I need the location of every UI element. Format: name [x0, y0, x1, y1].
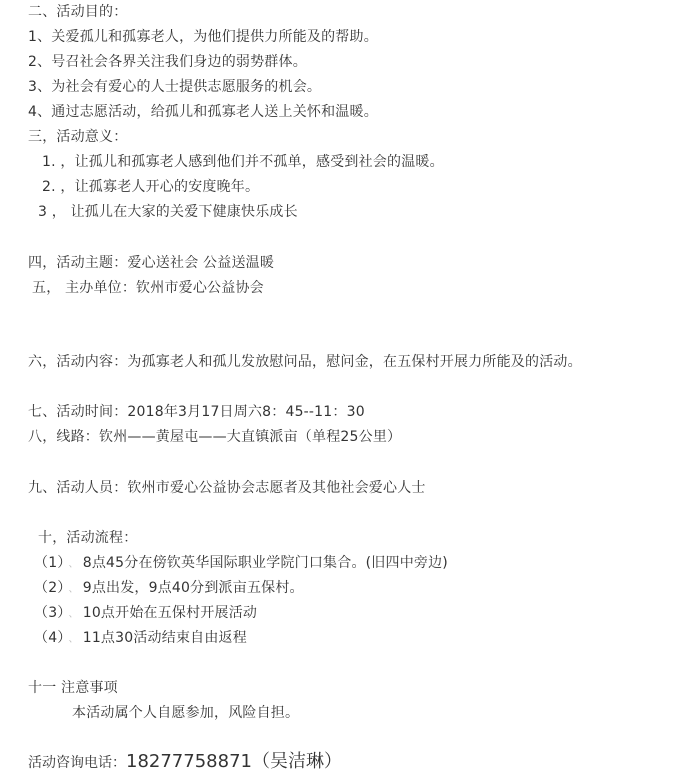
notes-heading: 十一 注意事项	[28, 680, 118, 696]
process-item-number: （4）	[34, 630, 65, 646]
contact-name: （吴洁琳）	[251, 751, 342, 772]
process-item-text: 10点开始在五保村开展活动	[82, 605, 258, 621]
process-item-separator: 、	[68, 634, 79, 645]
significance-item: 3 ， 让孤儿在大家的关爱下健康快乐成长	[38, 204, 298, 220]
process-item-number: （2）	[34, 580, 65, 596]
process-item	[34, 603, 257, 623]
people-line: 九、活动人员：钦州市爱心公益协会志愿者及其他社会爱心人士	[28, 480, 426, 496]
notes-text: 本活动属个人自愿参加，风险自担。	[72, 705, 300, 721]
theme-line: 四，活动主题：爱心送社会 公益送温暖	[28, 255, 275, 271]
significance-item: 1. ，让孤儿和孤寡老人感到他们并不孤单，感受到社会的温暖。	[42, 154, 444, 170]
goal-item: 2、号召社会各界关注我们身边的弱势群体。	[28, 54, 307, 70]
process-item-text: 9点出发，9点40分到派亩五保村。	[82, 580, 304, 596]
process-item-text: 8点45分在傍钦英华国际职业学院门口集合。(旧四中旁边)	[82, 555, 448, 571]
process-item	[34, 578, 304, 598]
process-item-separator: 、	[68, 584, 79, 595]
route-line: 八，线路：钦州——黄屋屯——大直镇派亩（单程25公里）	[28, 429, 402, 445]
contact-label: 活动咨询电话：	[28, 755, 126, 771]
goal-item: 3、为社会有爱心的人士提供志愿服务的机会。	[28, 79, 322, 95]
goals-heading: 二、活动目的：	[28, 4, 128, 20]
process-item	[34, 628, 247, 648]
content-line: 六，活动内容：为孤寡老人和孤儿发放慰问品，慰问金，在五保村开展力所能及的活动。	[28, 354, 582, 370]
contact-phone: 18277758871	[126, 751, 252, 772]
contact-line	[28, 749, 342, 775]
organizer-line: 五， 主办单位：钦州市爱心公益协会	[32, 280, 264, 296]
significance-heading: 三，活动意义：	[28, 129, 128, 145]
time-line: 七、活动时间：2018年3月17日周六8：45--11：30	[28, 404, 365, 420]
goal-item: 1、关爱孤儿和孤寡老人，为他们提供力所能及的帮助。	[28, 29, 378, 45]
significance-item: 2. ，让孤寡老人开心的安度晚年。	[42, 179, 260, 195]
process-item-separator: 、	[68, 609, 79, 620]
process-item-text: 11点30活动结束自由返程	[82, 630, 247, 646]
goal-item: 4、通过志愿活动，给孤儿和孤寡老人送上关怀和温暖。	[28, 104, 378, 120]
process-heading: 十，活动流程：	[38, 530, 138, 546]
process-item-number: （1）	[34, 555, 65, 571]
process-item	[34, 553, 448, 573]
process-item-number: （3）	[34, 605, 65, 621]
process-item-separator: 、	[68, 559, 79, 570]
